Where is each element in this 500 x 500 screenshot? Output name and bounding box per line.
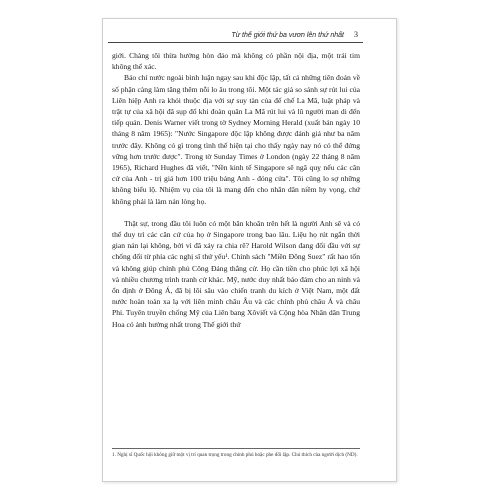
running-head [108, 30, 358, 39]
paragraph-2: Báo chí nước ngoài bình luận ngay sau khi độc lập, tất cả những tiên đoán về số phận càng làm tăng thêm nỗi lo âu trong tôi. Một tác giả so sánh sự rút lui của Liên hiệp Anh ra khỏi thuộc địa với sự suy tàn của đế chế La Mã, luật pháp và trật tự của xã hội đã sụp đổ khi đoàn quân La Mã rút lui và lũ người man di đến tiếp quản. Denis Warner viết trong tờ Sydney Morning Herald (xuất bản ngày 10 tháng 8 năm 1965): "Nước Singapore độc lập không được đánh giá như ba năm trước đây. Không có gì trong tình thế hiện tại cho thấy ngày nay nó có thể đứng vững hơn trước được". Trong tờ Sunday Times ở London (ngày 22 tháng 8 năm 1965), Richard Hughes đã viết, "Nền kinh tế Singapore sẽ ngã quỵ nếu các căn cứ của Anh - trị giá hơn 100 triệu bảng Anh - đóng cửa". Tôi cũng lo sợ những không biểu lộ. Nhiệm vụ của tôi là mang đến cho nhân dân niềm hy vọng, chứ không phải là làm nản lòng họ. [112, 73, 360, 206]
footnote: 1. Nghị sĩ Quốc hội không giữ một vị trí quan trọng trong chính phủ hoặc phe đối lập. Chú thích của người dịch (ND). [112, 452, 358, 458]
footnote-rule [112, 448, 360, 449]
paragraph-1: giới. Chàng tôi thừa hưởng hòn đảo mà không có phần nội địa, một trái tim không thể xác. [112, 51, 360, 72]
running-head-title: Từ thế giới thứ ba vươn lên thứ nhất [231, 32, 344, 39]
page-number: 3 [354, 30, 358, 39]
header-rule [108, 42, 363, 43]
paragraph-3: Thật sự, trong đầu tôi luôn có một băn khoăn trên hết là người Anh sẽ và có thể duy trì các căn cứ của họ ở Singapore trong bao lâu. Liệu họ rút ngắn thời gian nán lại không, bởi vì đã xảy ra chia rẽ? Harold Wilson đang đối đầu với sự chống đối từ phía các nghị sĩ thứ yếu¹. Chính sách "Miền Đông Suez" rất hao tốn và không giúp chính phủ Công Đảng thắng cử. Họ cần tiền cho phúc lợi xã hội và nhiều chương trình tranh cử khác. Mỹ, nước duy nhất bảo đảm cho an ninh và ổn định ở Đông Á, đã bị lôi sâu vào chiến tranh du kích ở Việt Nam, một đất nước hoàn toàn xa lạ với liên minh châu Âu và các chính phủ châu Á và châu Phi. Tuyên truyền chống Mỹ của Liên bang Xôviết và Cộng hòa Nhân dân Trung Hoa có ảnh hưởng nhất trong Thế giới thứ [112, 218, 360, 329]
body-text [112, 50, 360, 330]
